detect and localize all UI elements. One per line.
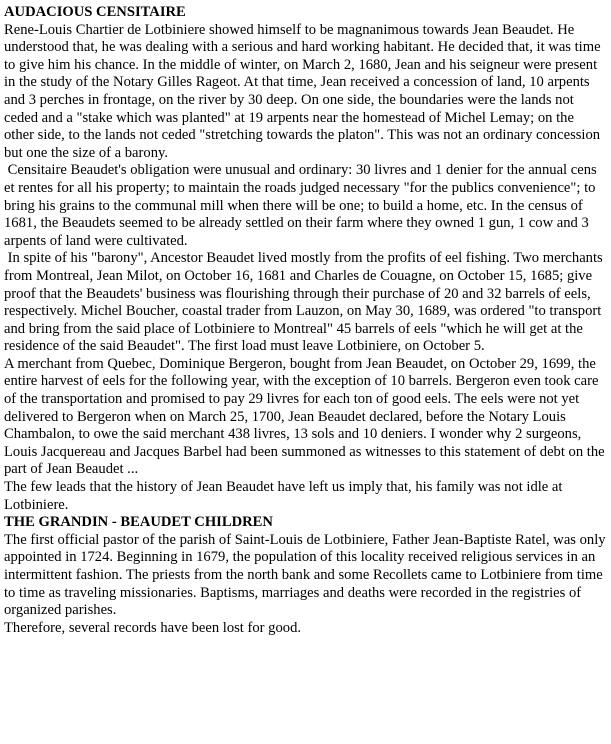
paragraph-bergeron: A merchant from Quebec, Dominique Bergeron, bought from Jean Beaudet, on October 29, 1699, the entire harvest of eels for the following year, with the exception of 10 barrels. Bergeron even took care of the transportation and promised to pay 29 livres for each ton of good eels. The eels were not yet delivered to Bergeron when on March 25, 1700, Jean Beaudet declared, before the Notary Louis Chambalon, to owe the said merchant 438 livres, 13 sols and 10 deniers. I wonder why 2 surgeons, Louis Jacquereau and Jacques Barbel had been summoned as witnesses to this statement of debt on the part of Jean Beaudet ... — [4, 355, 605, 478]
paragraph-eel-fishing: In spite of his "barony", Ancestor Beaudet lived mostly from the profits of eel fishing. Two merchants from Montreal, Jean Milot, on October 16, 1681 and Charles de Couagne, on October 15, 1685; give proof that the Beaudets' business was flourishing through their purchase of 20 and 32 barrels of eels, respectively. Michel Boucher, coastal trader from Lauzon, on May 30, 1689, was ordered "to transport and bring from the said place of Lotbiniere to Montreal" 45 barrels of eels "which he will get at the residence of the said Beaudet". The first load must leave Lotbiniere, on October 5. — [4, 250, 603, 355]
paragraph-pastor: The first official pastor of the parish of Saint-Louis de Lotbiniere, Father Jean-Baptiste Ratel, was only appointed in 1724. Beginning in 1679, the population of this locality received religious services in an intermittent fashion. The priests from the north bank and some Recollets came to Lotbiniere from time to time as traveling missionaries. Baptisms, marriages and deaths were recorded in the registries of organized parishes. — [4, 531, 606, 619]
paragraph-records-lost: Therefore, several records have been lost for good. — [4, 619, 302, 636]
paragraph-concession: Rene-Louis Chartier de Lotbiniere showed himself to be magnanimous towards Jean Beaudet. He understood that, he was dealing with a serious and hard working habitant. He decided that, it was time to give him his chance. In the middle of winter, on March 2, 1680, Jean and his seigneur were present in the study of the Notary Gilles Rageot. At that time, Jean received a concession of land, 10 arpents and 3 perches in frontage, on the river by 30 deep. On one side, the boundaries were the lands not ceded and a "stake which was planted" at 19 arpents near the homestead of Michel Lemay; on the other side, to the lands not ceded "stretching towards the platon". This was not an ordinary concession but one the size of a barony. — [4, 21, 601, 161]
paragraph-family: The few leads that the history of Jean Beaudet have left us imply that, his family was not idle at Lotbiniere. — [4, 479, 563, 513]
section-heading-audacious-censitaire: AUDACIOUS CENSITAIRE — [4, 4, 186, 20]
section-heading-grandin-beaudet-children: THE GRANDIN - BEAUDET CHILDREN — [4, 514, 273, 531]
paragraph-obligations: Censitaire Beaudet's obligation were unusual and ordinary: 30 livres and 1 denier for the annual cens et rentes for all his property; to maintain the roads judged necessary "for the publics convenience"; to bring his grains to the communal mill when there will be one; to build a home, etc. In the census of 1681, the Beaudets seemed to be already settled on their farm where they owned 1 gun, 1 cow and 3 arpents of land were cultivated. — [4, 162, 597, 249]
